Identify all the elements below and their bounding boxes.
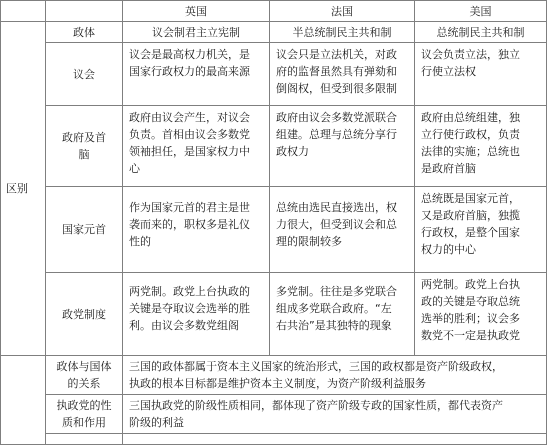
party-system-france: 多党制。往往是多党联合 组成多党联合政府。“左 右共治”是其独特的现象: [269, 272, 415, 356]
polity-us: 总统制民主共和制: [414, 21, 547, 43]
head-of-state-uk: 作为国家元首的君主是世 袭而来的，职权多是礼仪 性的: [122, 186, 270, 273]
row-label-text: 议会: [73, 67, 95, 81]
row-label-polity-state: 政体与国体 的关系: [45, 355, 123, 395]
head-of-state-france: 总统由选民直接选出，权 力很大，但受到议会和总 理的限制较多: [269, 186, 415, 273]
ruling-party-common: 三国执政党的阶级性质相同，都体现了资产阶级专政的国家性质，都代表资产 阶级的利益: [122, 394, 547, 434]
col-header-france: 法国: [269, 0, 415, 22]
government-uk: 政府由议会产生，对议会 负责。首相由议会多数党 领袖担任，是国家权力中 心: [122, 105, 270, 187]
header-spacer: [45, 0, 123, 22]
bottom-row-right: [122, 433, 547, 445]
parliament-france: 议会只是立法机关，对政 府的监督虽然具有弹劾和 倒阁权，但受到很多限制: [269, 42, 415, 106]
polity-uk: 议会制君主立宪制: [122, 21, 270, 43]
government-france: 政府由议会多数党派联合 组建。总理与总统分享行 政权力: [269, 105, 415, 187]
government-us: 政府由总统组建，独 立行使行政权，负责 法律的实施；总统也 是政府首脑: [414, 105, 547, 187]
col-header-uk: 英国: [122, 0, 270, 22]
party-system-uk: 两党制。政党上台执政的 关键是夺取议会选举的胜 利。由议会多数党组阁: [122, 272, 270, 356]
row-label-parliament: [45, 42, 123, 106]
row-label-government: 政府及首 脑: [45, 105, 123, 187]
row-label-polity: 政体: [45, 21, 123, 43]
parliament-uk: 议会是最高权力机关，是 国家行政权力的最高来源: [122, 42, 270, 106]
polity-france: 半总统制民主共和制: [269, 21, 415, 43]
bottom-row-left: [45, 433, 123, 445]
row-label-ruling-party: 执政党的性 质和作用: [45, 394, 123, 434]
group-label-bottom: [0, 355, 46, 445]
group-label-difference: 区别: [6, 182, 28, 195]
corner-cell: [0, 0, 46, 22]
parliament-us: 议会负责立法，独立 行使立法权: [414, 42, 547, 106]
col-header-us: 美国: [414, 0, 547, 22]
head-of-state-us: 总统既是国家元首， 又是政府首脑，独揽 行政权，是整个国家 权力的中心: [414, 186, 547, 273]
polity-state-common: 三国的政体都属于资本主义国家的统治形式，三国的政权都是资产阶级政权， 执政的根本目标都是维护资本主义制度，为资产阶级利益服务: [122, 355, 547, 395]
row-label-head-of-state: 国家元首: [45, 186, 123, 273]
party-system-us: 两党制。政党上台执 政的关键是夺取总统 选举的胜利；议会多 数党不一定是执政党: [414, 272, 547, 356]
row-label-party-system: 政党制度: [45, 272, 123, 356]
